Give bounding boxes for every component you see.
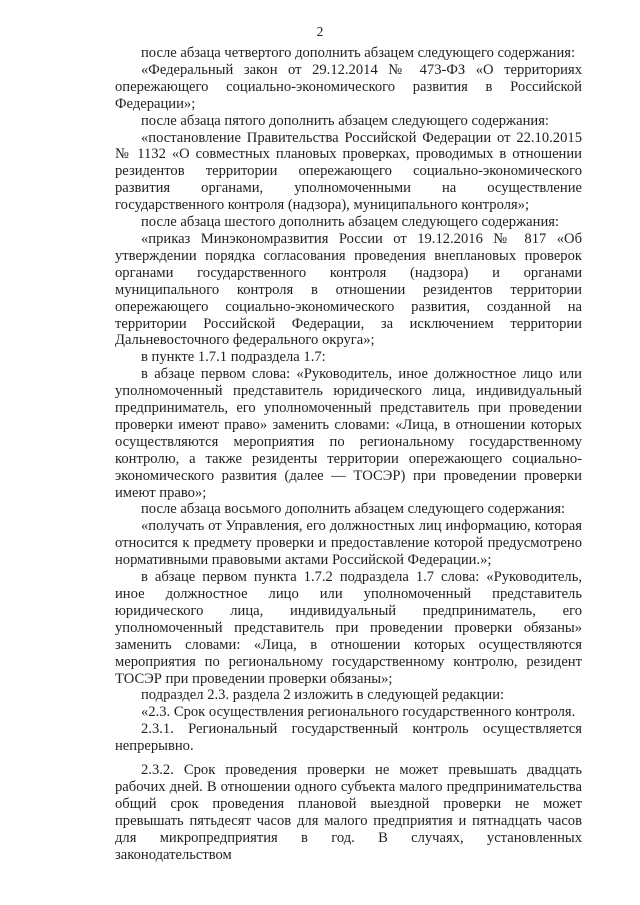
paragraph: «2.3. Срок осуществления регионального государственного контроля. (141, 704, 576, 721)
paragraph: «приказ Минэкономразвития России от 19.12.2016 № 817 «Об утверждении порядка согласования проведения внеплановых проверок органами государственного контроля (надзора) и органами муниципального контроля в отношении резидентов территории опережающего социально-экономического развития, созданной на территории Российской Федерации, за исключением территории Дальневосточного федерального округа»; (115, 230, 582, 349)
paragraph: подраздел 2.3. раздела 2 изложить в следующей редакции: (141, 687, 505, 704)
paragraph: после абзаца пятого дополнить абзацем следующего содержания: (141, 112, 549, 129)
paragraph: в пункте 1.7.1 подраздела 1.7: (141, 349, 326, 366)
paragraph: «Федеральный закон от 29.12.2014 № 473-ФЗ «О территориях опережающего социально-экономического развития в Российской Федерации»; (115, 61, 582, 112)
paragraph: в абзаце первом пункта 1.7.2 подраздела 1.7 слова: «Руководитель, иное должностное лицо или уполномоченный представитель юридического лица, индивидуальный предприниматель, его уполномоченный представитель при проведении проверки обязаны» заменить словами: «Лица, в отношении которых осуществляются мероприятия по региональному государственному контролю, резидент ТОСЭР при проведении проверки обязаны»; (115, 569, 582, 687)
page-number: 2 (316, 24, 324, 39)
paragraph: после абзаца четвертого дополнить абзацем следующего содержания: (141, 45, 576, 61)
paragraph: 2.3.1. Региональный государственный контроль осуществляется непрерывно. (115, 721, 582, 755)
paragraph: «получать от Управления, его должностных лиц информацию, которая относится к предмету проверки и предоставление которой предусмотрено нормативными правовыми актами Российской Федерации.»; (115, 518, 582, 569)
paragraph: 2.3.2. Срок проведения проверки не может превышать двадцать рабочих дней. В отношении одного субъекта малого предпринимательства общий срок проведения плановой выездной проверки не может превышать пятьдесят часов для малого предприятия и пятнадцать часов для микропредприятия в год. В случаях, установленных законодательством (115, 762, 582, 863)
paragraph: после абзаца восьмого дополнить абзацем следующего содержания: (141, 501, 566, 518)
paragraph: после абзаца шестого дополнить абзацем следующего содержания: (141, 214, 560, 231)
paragraph: «постановление Правительства Российской Федерации от 22.10.2015 № 1132 «О совместных плановых проверках, проводимых в отношении резидентов территории опережающего социально-экономического развития органами, уполномоченными на осуществление государственного контроля (надзора), муниципального контроля»; (115, 129, 582, 214)
paragraph: в абзаце первом слова: «Руководитель, иное должностное лицо или уполномоченный представитель юридического лица, индивидуальный предприниматель, его уполномоченный представитель при проведении проверки имеют право» заменить словами: «Лица, в отношении которых осуществляются мероприятия по региональному государственному контролю, а также резиденты территории опережающего социально-экономического развития (далее — ТОСЭР) при проведении проверки имеют право»; (115, 366, 582, 501)
document-body (115, 45, 582, 864)
